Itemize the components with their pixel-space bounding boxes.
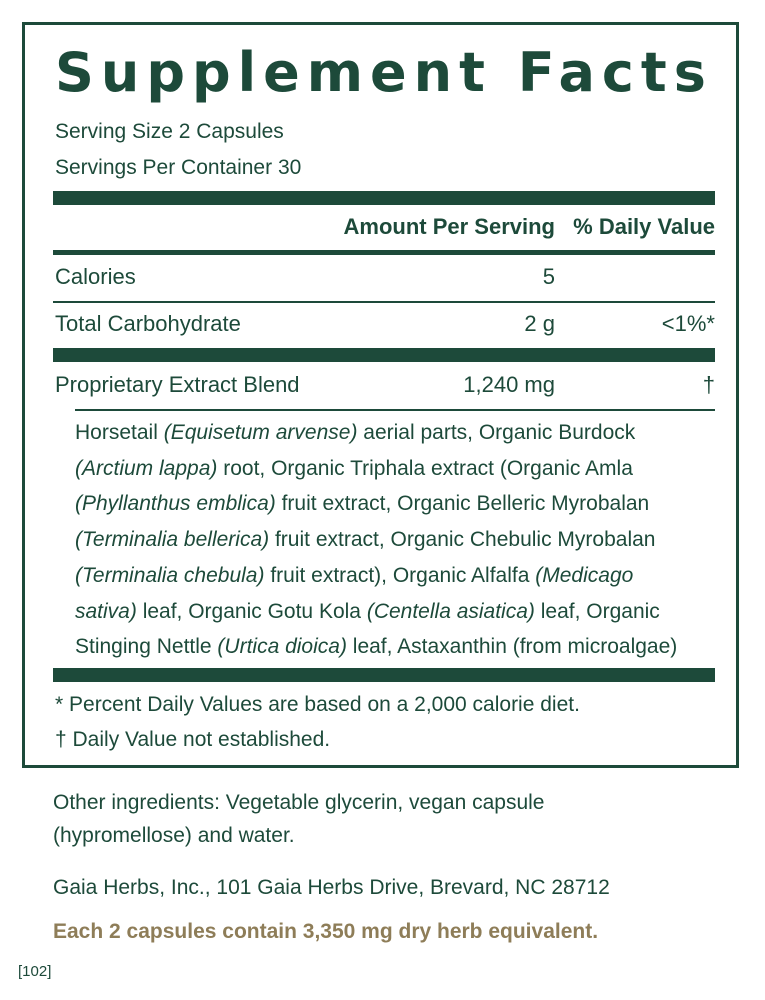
header-divider (53, 250, 715, 255)
blend-divider (75, 409, 715, 411)
nutrient-label: Calories (55, 264, 136, 289)
nutrient-amount: 5 (542, 264, 555, 289)
label-code: [102] (18, 963, 52, 980)
supplement-facts-panel (22, 22, 739, 768)
herb-equivalent-statement: Each 2 capsules contain 3,350 mg dry herb equivalent. (53, 920, 599, 943)
other-ingredients-line-2: (hypromellose) and water. (53, 824, 295, 847)
nutrient-amount: 1,240 mg (463, 372, 555, 397)
table-row (55, 365, 715, 405)
ingredient-line: Stinging Nettle (Urtica dioica) leaf, Astaxanthin (from microalgae) (75, 635, 678, 659)
ingredient-line: (Arctium lappa) root, Organic Triphala extract (Organic Amla (75, 456, 633, 480)
nutrient-label: Proprietary Extract Blend (55, 372, 300, 397)
manufacturer-address: Gaia Herbs, Inc., 101 Gaia Herbs Drive, Brevard, NC 28712 (53, 876, 610, 899)
amount-per-serving-header: Amount Per Serving (343, 214, 555, 239)
nutrient-label: Total Carbohydrate (55, 311, 241, 336)
blend-ingredients (75, 415, 715, 665)
thick-divider (53, 191, 715, 205)
table-header-row (55, 207, 715, 247)
dagger-footnote: † Daily Value not established. (55, 728, 331, 751)
serving-size: Serving Size 2 Capsules (55, 120, 284, 143)
table-row (55, 257, 715, 297)
nutrient-dv: † (702, 372, 715, 397)
other-ingredients-line-1: Other ingredients: Vegetable glycerin, vegan capsule (53, 791, 545, 814)
table-row (55, 304, 715, 344)
nutrient-amount: 2 g (524, 311, 555, 336)
ingredient-line: sativa) leaf, Organic Gotu Kola (Centella asiatica) leaf, Organic (75, 599, 660, 623)
thick-divider (53, 668, 715, 682)
ingredient-line: (Phyllanthus emblica) fruit extract, Organic Belleric Myrobalan (75, 492, 650, 516)
nutrient-dv: <1%* (661, 311, 715, 336)
daily-value-header: % Daily Value (573, 214, 715, 239)
ingredient-line: Horsetail (Equisetum arvense) aerial parts, Organic Burdock (75, 421, 636, 444)
row-divider (53, 301, 715, 303)
percent-daily-footnote: * Percent Daily Values are based on a 2,000 calorie diet. (55, 693, 580, 716)
ingredient-line: (Terminalia chebula) fruit extract), Organic Alfalfa (Medicago (75, 563, 634, 587)
panel-title: Supplement Facts (55, 41, 713, 104)
ingredient-line: (Terminalia bellerica) fruit extract, Organic Chebulic Myrobalan (75, 528, 656, 552)
thick-divider (53, 348, 715, 362)
servings-per-container: Servings Per Container 30 (55, 156, 302, 179)
